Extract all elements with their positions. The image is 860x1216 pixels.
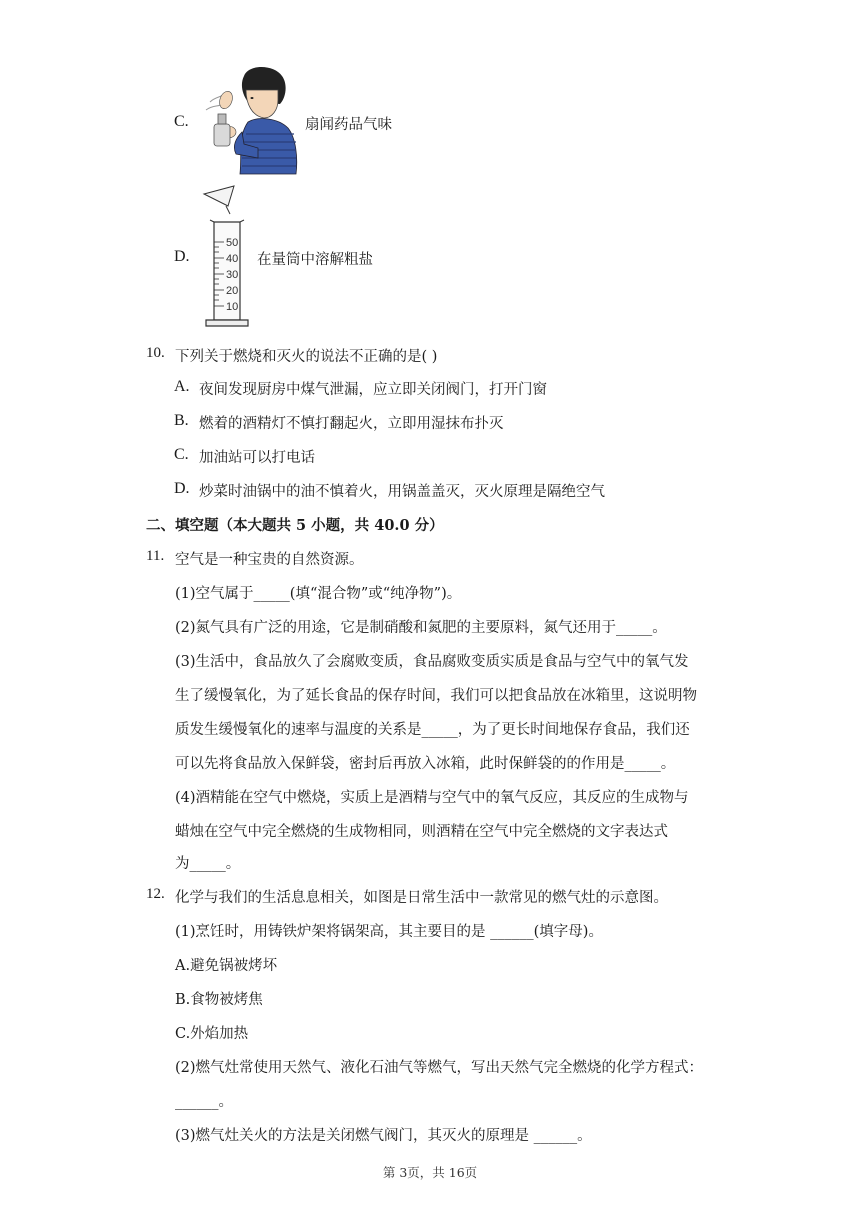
q9-option-d-text: 在量筒中溶解粗盐 bbox=[257, 252, 373, 268]
cylinder-mark-40: 40 bbox=[226, 253, 239, 265]
q12-line-6: ______。 bbox=[175, 1094, 233, 1110]
q12-line-5: (2)燃气灶常使用天然气、液化石油气等燃气，写出天然气完全燃烧的化学方程式： bbox=[175, 1060, 704, 1076]
cylinder-mark-30: 30 bbox=[226, 269, 239, 281]
q12-number: 12. bbox=[146, 886, 165, 902]
q11-line-1: (1)空气属于_____(填“混合物”或“纯净物”)。 bbox=[175, 586, 462, 602]
cylinder-mark-20: 20 bbox=[226, 285, 239, 297]
q11-line-6: 可以先将食品放入保鲜袋，密封后再放入冰箱，此时保鲜袋的的作用是_____。 bbox=[175, 756, 676, 772]
q12-line-4: C.外焰加热 bbox=[175, 1026, 249, 1042]
q10-stem: 下列关于燃烧和灭火的说法不正确的是( ) bbox=[175, 349, 438, 365]
q11-line-9: 为_____。 bbox=[175, 856, 241, 872]
q12-line-2: A.避免锅被烤坏 bbox=[175, 958, 278, 974]
q11-line-3: (3)生活中，食品放久了会腐败变质，食品腐败变质实质是食品与空气中的氧气发 bbox=[175, 654, 689, 670]
q9-option-d-letter: D. bbox=[174, 248, 190, 265]
cylinder-mark-50: 50 bbox=[226, 237, 239, 249]
q12-line-1: (1)烹饪时，用铸铁炉架将锅架高，其主要目的是 ______(填字母)。 bbox=[175, 924, 603, 940]
q12-line-7: (3)燃气灶关火的方法是关闭燃气阀门，其灭火的原理是 ______。 bbox=[175, 1128, 592, 1144]
q9-option-c-text: 扇闻药品气味 bbox=[305, 117, 392, 133]
q11-number: 11. bbox=[146, 548, 165, 564]
q11-line-8: 蜡烛在空气中完全燃烧的生成物相同，则酒精在空气中完全燃烧的文字表达式 bbox=[175, 824, 668, 840]
q11-stem: 空气是一种宝贵的自然资源。 bbox=[175, 552, 364, 568]
q11-line-7: (4)酒精能在空气中燃烧，实质上是酒精与空气中的氧气反应，其反应的生成物与 bbox=[175, 790, 689, 806]
graduated-cylinder-with-funnel-icon bbox=[200, 184, 250, 332]
q10-option-a-text: 夜间发现厨房中煤气泄漏，应立即关闭阀门，打开门窗 bbox=[199, 382, 547, 398]
q10-option-a-letter: A. bbox=[174, 378, 190, 395]
page-footer: 第 3页，共 16页 bbox=[382, 1165, 478, 1180]
q10-option-d-letter: D. bbox=[174, 480, 190, 497]
q12-stem: 化学与我们的生活息息相关，如图是日常生活中一款常见的燃气灶的示意图。 bbox=[175, 890, 668, 906]
student-smelling-bottle-icon bbox=[196, 62, 300, 174]
q10-option-b-letter: B. bbox=[174, 412, 189, 429]
q10-option-c-letter: C. bbox=[174, 446, 189, 463]
q10-option-d-text: 炒菜时油锅中的油不慎着火，用锅盖盖灭，灭火原理是隔绝空气 bbox=[199, 484, 605, 500]
q10-option-c-text: 加油站可以打电话 bbox=[199, 450, 315, 466]
q12-line-3: B.食物被烤焦 bbox=[175, 992, 263, 1008]
q9-option-c-letter: C. bbox=[174, 113, 189, 130]
q10-number: 10. bbox=[146, 345, 165, 361]
q11-line-5: 质发生缓慢氧化的速率与温度的关系是_____，为了更长时间地保存食品，我们还 bbox=[175, 722, 690, 738]
q10-option-b-text: 燃着的酒精灯不慎打翻起火，立即用湿抹布扑灭 bbox=[199, 416, 504, 432]
section-title-fill-in: 二、填空题（本大题共 5 小题，共 40.0 分） bbox=[146, 517, 444, 534]
q11-line-4: 生了缓慢氧化，为了延长食品的保存时间，我们可以把食品放在冰箱里，这说明物 bbox=[175, 688, 697, 704]
cylinder-mark-10: 10 bbox=[226, 301, 239, 313]
q11-line-2: (2)氮气具有广泛的用途，它是制硝酸和氮肥的主要原料，氮气还用于_____。 bbox=[175, 620, 667, 636]
